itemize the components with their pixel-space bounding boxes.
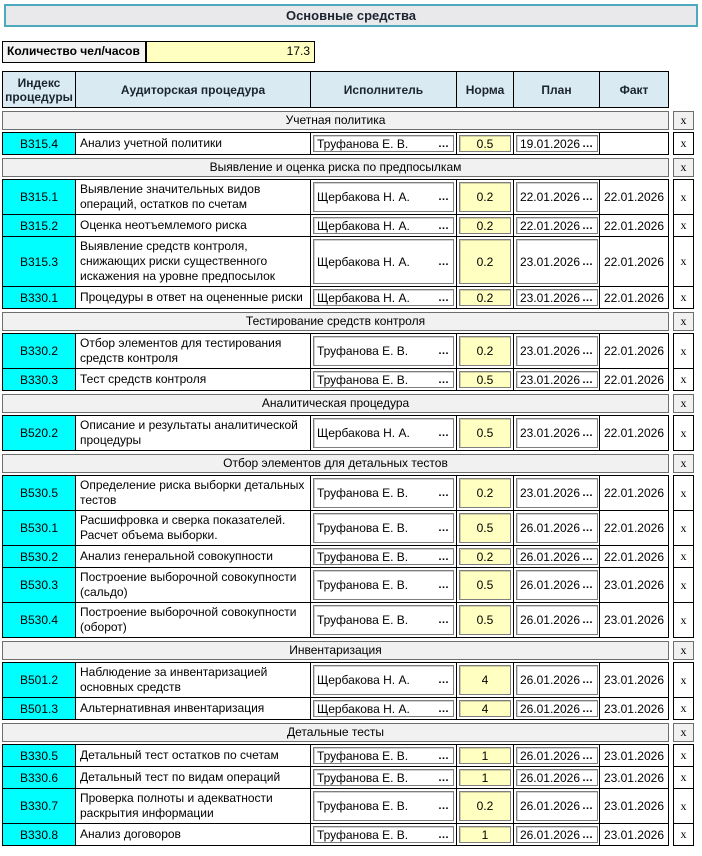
executor-field-value: Труфанова Е. В. [316,613,409,627]
norm-field-value: 0.5 [476,521,494,535]
row-index[interactable]: B520.2 [3,416,75,450]
section-label: Тестирование средств контроля [2,312,669,331]
executor-field-value: Щербакова Н. А. [316,218,410,233]
fact-value[interactable]: 22.01.2026 [599,334,668,368]
plan-field-value: 23.01.2026 [519,290,580,305]
plan-field-value: 22.01.2026 [519,190,580,204]
delete-x[interactable]: x [673,766,694,789]
plan-date-field[interactable] [516,478,598,508]
executor-field-value: Щербакова Н. А. [316,701,410,716]
executor-field[interactable] [313,182,454,212]
row-index[interactable]: B315.4 [3,133,75,154]
plan-field-value: 26.01.2026 [519,549,580,564]
row-index[interactable]: B330.7 [3,789,75,823]
table-row [2,333,700,369]
ellipsis-icon[interactable]: … [437,828,450,841]
col-header-executor: Исполнитель [310,72,456,107]
plan-date-field[interactable] [516,418,598,448]
norm-field[interactable] [459,570,511,600]
executor-field-value: Труфанова Е. В. [316,770,409,785]
plan-field-value: 26.01.2026 [519,748,580,763]
ellipsis-icon[interactable]: … [437,427,450,439]
fact-value[interactable]: 23.01.2026 [599,745,668,766]
ellipsis-icon[interactable]: … [582,522,594,534]
table-row [2,602,700,638]
row-index[interactable]: B330.6 [3,767,75,788]
row-procedure[interactable]: Наблюдение за инвентаризацией основных средств [75,663,310,697]
norm-field-value: 0.2 [476,549,494,564]
fact-value[interactable]: 23.01.2026 [599,698,668,719]
executor-field[interactable] [313,336,454,366]
executor-field-value: Труфанова Е. В. [316,748,409,763]
delete-x[interactable]: x [673,662,694,698]
ellipsis-icon[interactable]: … [437,771,450,784]
section-label: Учетная политика [2,111,669,130]
hours-box [2,41,315,63]
executor-field[interactable] [313,289,454,306]
row-index[interactable]: B330.5 [3,745,75,766]
row-index[interactable]: B315.1 [3,180,75,214]
norm-field[interactable] [459,371,511,388]
table-row [2,510,700,546]
ellipsis-icon[interactable]: … [582,749,594,762]
plan-date-field[interactable] [516,182,598,212]
norm-field[interactable] [459,217,511,234]
norm-field[interactable] [459,548,511,565]
norm-field-value: 0.2 [476,799,494,813]
plan-date-field[interactable] [516,747,598,764]
delete-x[interactable]: x [673,475,694,511]
section-row [2,394,700,413]
norm-field[interactable] [459,791,511,821]
col-header-procedure: Аудиторская процедура [75,72,310,107]
norm-field[interactable] [459,239,511,284]
executor-field[interactable] [313,826,454,843]
fact-value[interactable]: 23.01.2026 [599,767,668,788]
executor-field[interactable] [313,371,454,388]
table-row [2,475,700,511]
row-index[interactable]: B530.4 [3,603,75,637]
executor-field[interactable] [313,700,454,717]
row-procedure[interactable]: Расшифровка и сверка показателей. Расчет объема выборки. [75,511,310,545]
plan-date-field[interactable] [516,135,598,152]
plan-date-field[interactable] [516,336,598,366]
row-procedure[interactable]: Анализ учетной политики [75,133,310,154]
table-row [2,697,700,720]
fact-value[interactable] [599,133,668,154]
row-index[interactable]: B501.2 [3,663,75,697]
fact-value[interactable]: 22.01.2026 [599,369,668,390]
delete-x[interactable]: x [673,394,694,413]
ellipsis-icon[interactable]: … [582,291,594,304]
ellipsis-icon[interactable]: … [582,771,594,784]
table-row [2,545,700,568]
executor-field-value: Труфанова Е. В. [317,136,409,151]
row-index[interactable]: B330.8 [3,824,75,845]
table-row [2,236,700,287]
section-label: Выявление и оценка риска по предпосылкам [2,158,669,177]
plan-date-field[interactable] [516,217,598,234]
row-index[interactable]: B315.3 [3,237,75,286]
section-row [2,723,700,742]
fact-value[interactable]: 23.01.2026 [599,603,668,637]
table-row [2,567,700,603]
plan-date-field[interactable] [516,289,598,306]
plan-date-field[interactable] [516,826,598,843]
col-header-plan: План [513,72,599,107]
ellipsis-icon[interactable]: … [437,487,450,499]
section-row [2,158,700,177]
fact-value[interactable]: 22.01.2026 [599,215,668,236]
row-procedure[interactable]: Оценка неотъемлемого риска [75,215,310,236]
norm-field-value: 0.5 [476,372,494,387]
col-header-norm: Норма [456,72,513,107]
executor-field-value: Труфанова Е. В. [316,827,409,842]
ellipsis-icon[interactable]: … [437,291,450,304]
fact-value[interactable]: 22.01.2026 [599,511,668,545]
row-index[interactable]: B530.3 [3,568,75,602]
delete-x[interactable]: x [673,567,694,603]
plan-date-field[interactable] [516,769,598,786]
ellipsis-icon[interactable]: … [582,191,594,203]
plan-field-value: 23.01.2026 [519,372,580,387]
norm-field[interactable] [459,336,511,366]
row-procedure[interactable]: Тест средств контроля [75,369,310,390]
fact-value[interactable]: 23.01.2026 [599,824,668,845]
delete-x[interactable]: x [673,545,694,568]
delete-x[interactable]: x [673,236,694,287]
plan-field-value: 26.01.2026 [519,701,580,716]
table-row [2,179,700,215]
page-title: Основные средства [4,4,698,27]
norm-field-value: 0.2 [476,190,494,204]
norm-field[interactable] [459,747,511,764]
row-index[interactable]: B330.3 [3,369,75,390]
ellipsis-icon[interactable]: … [437,702,450,715]
ellipsis-icon[interactable]: … [437,191,450,203]
row-procedure[interactable]: Построение выборочной совокупности (сальдо) [75,568,310,602]
executor-field[interactable] [313,747,454,764]
col-header-index: Индекс процедуры [5,75,73,104]
fact-value[interactable]: 23.01.2026 [599,789,668,823]
delete-x[interactable]: x [673,744,694,767]
ellipsis-icon[interactable]: … [437,614,450,626]
plan-field-value: 23.01.2026 [519,486,580,500]
delete-x[interactable]: x [673,415,694,451]
executor-field[interactable] [313,570,454,600]
row-index[interactable]: B530.1 [3,511,75,545]
ellipsis-icon[interactable]: … [437,345,450,357]
norm-field-value: 1 [481,748,489,763]
norm-field[interactable] [459,700,511,717]
ellipsis-icon[interactable]: … [582,702,594,715]
executor-field-value: Щербакова Н. А. [316,190,410,204]
row-procedure[interactable]: Анализ генеральной совокупности [75,546,310,567]
executor-field-value: Щербакова Н. А. [316,254,410,269]
row-procedure[interactable]: Определение риска выборки детальных тестов [75,476,310,510]
executor-field-value: Труфанова Е. В. [316,486,409,500]
hours-label: Количество чел/часов [3,42,147,62]
plan-field-value: 22.01.2026 [519,218,580,233]
plan-field-value: 26.01.2026 [519,521,580,535]
ellipsis-icon[interactable]: … [437,674,450,686]
ellipsis-icon[interactable]: … [437,219,450,232]
section-row [2,312,700,331]
fact-value[interactable]: 22.01.2026 [599,416,668,450]
table-header-row [2,71,669,108]
ellipsis-icon[interactable]: … [437,800,450,812]
norm-field-value: 0.5 [476,136,494,151]
norm-field-value: 1 [481,770,489,785]
ellipsis-icon[interactable]: … [582,137,595,150]
section-row [2,454,700,473]
norm-field-value: 0.2 [476,290,494,305]
table-row [2,823,700,846]
ellipsis-icon[interactable]: … [582,579,594,591]
executor-field-value: Щербакова Н. А. [316,673,410,687]
delete-x[interactable]: x [673,111,694,130]
table-row [2,744,700,767]
plan-field-value: 19.01.2026 [520,136,581,151]
table-row [2,132,700,155]
plan-field-value: 26.01.2026 [519,799,580,813]
norm-field[interactable] [459,418,511,448]
ellipsis-icon[interactable]: … [582,219,594,232]
row-procedure[interactable]: Отбор элементов для тестирования средств контроля [75,334,310,368]
ellipsis-icon[interactable]: … [582,345,594,357]
ellipsis-icon[interactable]: … [582,550,594,563]
table-body [2,111,700,846]
plan-date-field[interactable] [516,791,598,821]
executor-field[interactable] [313,791,454,821]
executor-field-value: Труфанова Е. В. [316,799,409,813]
hours-value-field[interactable]: 17.3 [147,42,314,62]
fact-value[interactable]: 22.01.2026 [599,287,668,308]
norm-field[interactable] [459,769,511,786]
row-procedure[interactable]: Выявление средств контроля, снижающих риски существенного искажения на уровне предпосылок [75,237,310,286]
norm-field[interactable] [459,826,511,843]
norm-field[interactable] [459,605,511,635]
section-label: Отбор элементов для детальных тестов [2,454,669,473]
norm-field[interactable] [459,513,511,543]
plan-date-field[interactable] [516,239,598,284]
norm-field-value: 4 [481,673,489,687]
norm-field-value: 0.2 [476,486,494,500]
ellipsis-icon[interactable]: … [582,614,594,626]
norm-field-value: 0.5 [476,426,494,440]
table-row [2,368,700,391]
delete-x[interactable]: x [673,510,694,546]
delete-x[interactable]: x [673,723,694,742]
executor-field[interactable] [313,548,454,565]
executor-field[interactable] [313,513,454,543]
row-procedure[interactable]: Проверка полноты и адекватности раскрытия информации [75,789,310,823]
delete-x[interactable]: x [673,158,694,177]
plan-field-value: 26.01.2026 [519,827,580,842]
plan-field-value: 26.01.2026 [519,578,580,592]
norm-field-value: 0.5 [476,578,494,592]
executor-field-value: Труфанова Е. В. [316,372,409,387]
fact-value[interactable]: 22.01.2026 [599,180,668,214]
norm-field-value: 1 [481,827,489,842]
plan-date-field[interactable] [516,371,598,388]
fact-value[interactable]: 22.01.2026 [599,546,668,567]
fact-value[interactable]: 22.01.2026 [599,237,668,286]
ellipsis-icon[interactable]: … [437,749,450,762]
ellipsis-icon[interactable]: … [437,373,450,386]
plan-field-value: 23.01.2026 [519,254,580,269]
delete-x[interactable]: x [673,368,694,391]
row-procedure[interactable]: Описание и результаты аналитической процедуры [75,416,310,450]
row-procedure[interactable]: Выявление значительных видов операций, остатков по счетам [75,180,310,214]
row-procedure[interactable]: Анализ договоров [75,824,310,845]
table-row [2,415,700,451]
row-procedure[interactable]: Детальный тест по видам операций [75,767,310,788]
executor-field-value: Труфанова Е. В. [316,549,409,564]
delete-x[interactable]: x [673,788,694,824]
plan-date-field[interactable] [516,605,598,635]
executor-field[interactable] [313,665,454,695]
delete-x[interactable]: x [673,312,694,331]
section-label: Детальные тесты [2,723,669,742]
norm-field-value: 0.2 [476,254,494,269]
delete-x[interactable]: x [673,823,694,846]
executor-field[interactable] [313,135,454,152]
norm-field[interactable] [459,289,511,306]
ellipsis-icon[interactable]: … [582,427,594,439]
delete-x[interactable]: x [673,697,694,720]
norm-field[interactable] [459,182,511,212]
plan-field-value: 26.01.2026 [519,770,580,785]
executor-field[interactable] [313,418,454,448]
norm-field[interactable] [459,665,511,695]
norm-field-value: 0.2 [476,218,494,233]
row-procedure[interactable]: Построение выборочной совокупности (оборот) [75,603,310,637]
ellipsis-icon[interactable]: … [437,579,450,591]
ellipsis-icon[interactable]: … [582,255,594,268]
executor-field[interactable] [313,239,454,284]
norm-field-value: 4 [481,701,489,716]
executor-field[interactable] [313,217,454,234]
plan-date-field[interactable] [516,570,598,600]
row-index[interactable]: B530.2 [3,546,75,567]
plan-field-value: 23.01.2026 [519,426,580,440]
ellipsis-icon[interactable]: … [582,487,594,499]
executor-field[interactable] [313,769,454,786]
executor-field-value: Труфанова Е. В. [316,521,409,535]
norm-field-value: 0.2 [476,344,494,358]
col-header-fact: Факт [599,72,668,107]
plan-field-value: 26.01.2026 [519,673,580,687]
table-row [2,766,700,789]
ellipsis-icon[interactable]: … [582,674,594,686]
ellipsis-icon[interactable]: … [437,522,450,534]
delete-x[interactable]: x [673,641,694,660]
row-procedure[interactable]: Процедуры в ответ на оцененные риски [75,287,310,308]
delete-x[interactable]: x [673,602,694,638]
row-procedure[interactable]: Детальный тест остатков по счетам [75,745,310,766]
executor-field[interactable] [313,478,454,508]
delete-x[interactable]: x [673,333,694,369]
executor-field-value: Щербакова Н. А. [316,426,410,440]
audit-procedures-table [2,71,700,846]
section-row [2,641,700,660]
ellipsis-icon[interactable]: … [437,255,450,268]
plan-date-field[interactable] [516,700,598,717]
executor-field-value: Труфанова Е. В. [316,344,409,358]
ellipsis-icon[interactable]: … [438,137,450,150]
ellipsis-icon[interactable]: … [582,373,594,386]
ellipsis-icon[interactable]: … [582,800,594,812]
plan-field-value: 23.01.2026 [519,344,580,358]
executor-field[interactable] [313,605,454,635]
row-index[interactable]: B330.1 [3,287,75,308]
ellipsis-icon[interactable]: … [437,550,450,563]
executor-field-value: Щербакова Н. А. [316,290,410,305]
norm-field[interactable] [459,135,511,152]
fact-value[interactable]: 23.01.2026 [599,568,668,602]
norm-field[interactable] [459,478,511,508]
fact-value[interactable]: 23.01.2026 [599,663,668,697]
plan-field-value: 26.01.2026 [519,613,580,627]
fact-value[interactable]: 22.01.2026 [599,476,668,510]
delete-x[interactable]: x [673,286,694,309]
row-index[interactable]: B330.2 [3,334,75,368]
table-row [2,214,700,237]
executor-field-value: Труфанова Е. В. [316,578,409,592]
ellipsis-icon[interactable]: … [582,828,594,841]
plan-date-field[interactable] [516,665,598,695]
section-label: Аналитическая процедура [2,394,669,413]
delete-x[interactable]: x [673,132,694,155]
row-index[interactable]: B530.5 [3,476,75,510]
delete-x[interactable]: x [673,179,694,215]
table-row [2,788,700,824]
plan-date-field[interactable] [516,513,598,543]
row-index[interactable]: B315.2 [3,215,75,236]
delete-x[interactable]: x [673,214,694,237]
row-procedure[interactable]: Альтернативная инвентаризация [75,698,310,719]
section-row [2,111,700,130]
norm-field-value: 0.5 [476,613,494,627]
delete-x[interactable]: x [673,454,694,473]
table-row [2,662,700,698]
table-row [2,286,700,309]
section-label: Инвентаризация [2,641,669,660]
plan-date-field[interactable] [516,548,598,565]
row-index[interactable]: B501.3 [3,698,75,719]
